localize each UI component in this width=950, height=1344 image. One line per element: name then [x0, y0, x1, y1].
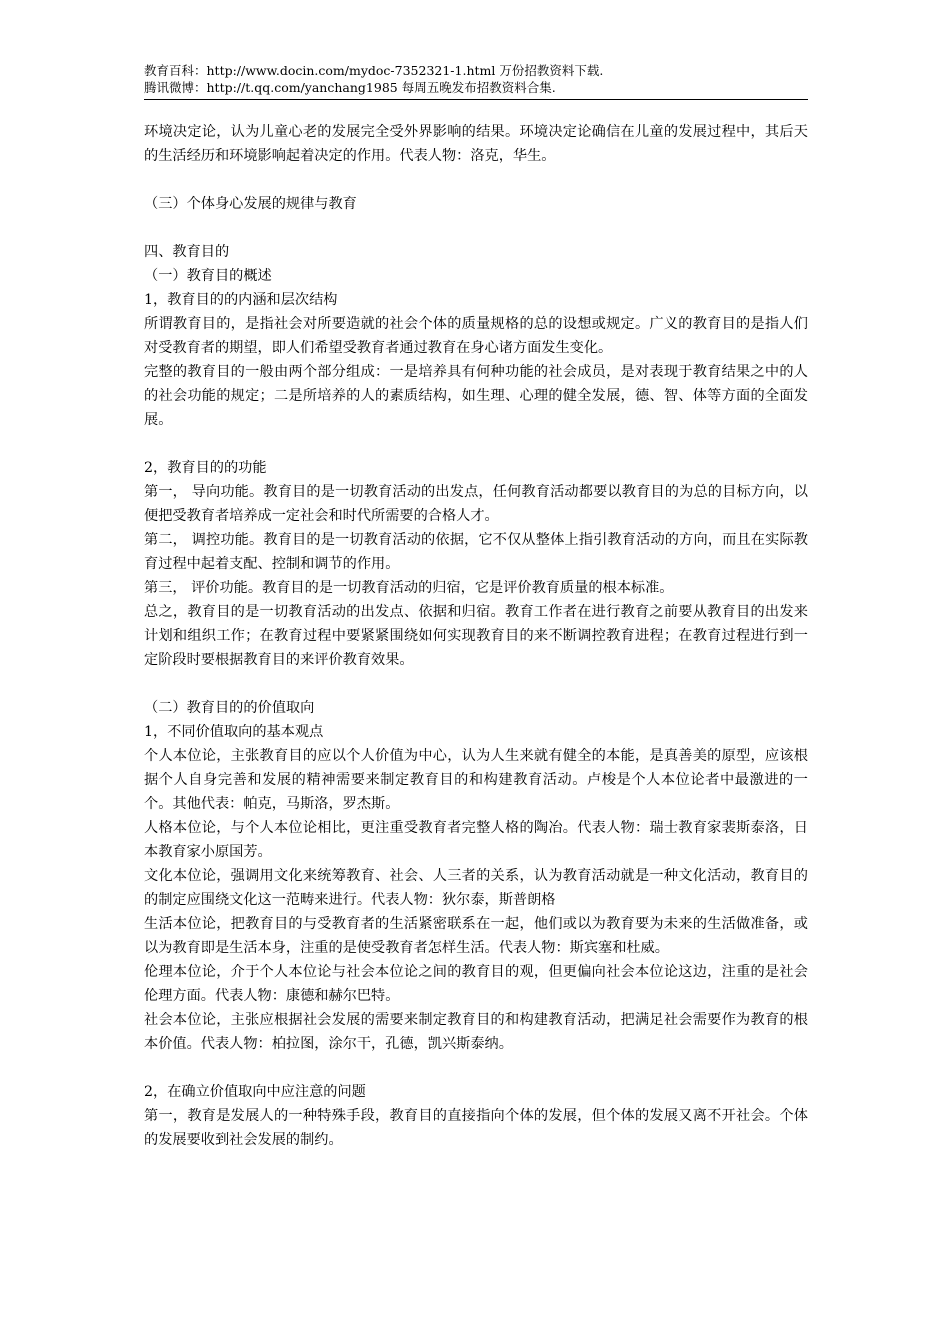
paragraph: 1，不同价值取向的基本观点 [144, 724, 324, 740]
paragraph: 第一， 导向功能。教育目的是一切教育活动的出发点，任何教育活动都要以教育目的为总的目标方向，以便把受教育者培养成一定社会和时代所需要的合格人才。 [144, 484, 808, 524]
paragraph: 2，在确立价值取向中应注意的问题 [144, 1084, 366, 1100]
paragraph-spacer [144, 216, 808, 240]
paragraph: 伦理本位论，介于个人本位论与社会本位论之间的教育目的观，但更偏向社会本位论这边，注重的是社会伦理方面。代表人物：康德和赫尔巴特。 [144, 964, 808, 1004]
paragraph-spacer [144, 1056, 808, 1080]
paragraph-spacer [144, 168, 808, 192]
header-line-2: 腾讯微博：http://t.qq.com/yanchang1985 每周五晚发布招教资料合集. [144, 80, 556, 95]
paragraph: 第二， 调控功能。教育目的是一切教育活动的依据，它不仅从整体上指引教育活动的方向，而且在实际教育过程中起着支配、控制和调节的作用。 [144, 532, 808, 572]
paragraph: 人格本位论，与个人本位论相比，更注重受教育者完整人格的陶冶。代表人物：瑞士教育家裴斯泰洛，日本教育家小原国芳。 [144, 820, 808, 860]
paragraph-spacer [144, 672, 808, 696]
paragraph: 所谓教育目的，是指社会对所要造就的社会个体的质量规格的总的设想或规定。广义的教育目的是指人们对受教育者的期望，即人们希望受教育者通过教育在身心诸方面发生变化。 [144, 316, 808, 356]
paragraph: （一）教育目的概述 [144, 268, 272, 284]
paragraph: 生活本位论，把教育目的与受教育者的生活紧密联系在一起，他们或以为教育要为未来的生活做准备，或以为教育即是生活本身，注重的是使受教育者怎样生活。代表人物：斯宾塞和杜威。 [144, 916, 808, 956]
paragraph: （三）个体身心发展的规律与教育 [144, 196, 357, 212]
paragraph: 个人本位论，主张教育目的应以个人价值为中心，认为人生来就有健全的本能，是真善美的原型，应该根据个人自身完善和发展的精神需要来制定教育目的和构建教育活动。卢梭是个人本位论者中最激进的一个。其他代表：帕克，马斯洛，罗杰斯。 [144, 748, 808, 812]
paragraph: 第三， 评价功能。教育目的是一切教育活动的归宿，它是评价教育质量的根本标准。 [144, 580, 674, 596]
paragraph: 总之，教育目的是一切教育活动的出发点、依据和归宿。教育工作者在进行教育之前要从教育目的出发来计划和组织工作；在教育过程中要紧紧围绕如何实现教育目的来不断调控教育进程；在教育过程进行到一定阶段时要根据教育目的来评价教育效果。 [144, 604, 808, 668]
paragraph: 1，教育目的的内涵和层次结构 [144, 292, 338, 308]
document-page [144, 62, 808, 1152]
paragraph: （二）教育目的的价值取向 [144, 700, 315, 716]
page-header [144, 62, 808, 100]
paragraph: 第一，教育是发展人的一种特殊手段，教育目的直接指向个体的发展，但个体的发展又离不开社会。个体的发展要收到社会发展的制约。 [144, 1108, 808, 1148]
paragraph: 2，教育目的的功能 [144, 460, 267, 476]
paragraph: 文化本位论，强调用文化来统筹教育、社会、人三者的关系，认为教育活动就是一种文化活动，教育目的的制定应围绕文化这一范畴来进行。代表人物：狄尔泰，斯普朗格 [144, 868, 808, 908]
document-body [144, 120, 808, 1152]
paragraph: 社会本位论，主张应根据社会发展的需要来制定教育目的和构建教育活动，把满足社会需要作为教育的根本价值。代表人物：柏拉图，涂尔干，孔德，凯兴斯泰纳。 [144, 1012, 808, 1052]
paragraph: 四、教育目的 [144, 244, 230, 260]
paragraph: 完整的教育目的一般由两个部分组成：一是培养具有何种功能的社会成员，是对表现于教育结果之中的人的社会功能的规定；二是所培养的人的素质结构，如生理、心理的健全发展，德、智、体等方面的全面发展。 [144, 364, 808, 428]
paragraph: 环境决定论，认为儿童心老的发展完全受外界影响的结果。环境决定论确信在儿童的发展过程中，其后天的生活经历和环境影响起着决定的作用。代表人物：洛克，华生。 [144, 124, 808, 164]
paragraph-spacer [144, 432, 808, 456]
header-line-1: 教育百科：http://www.docin.com/mydoc-7352321-1.html 万份招教资料下载. [144, 63, 604, 78]
